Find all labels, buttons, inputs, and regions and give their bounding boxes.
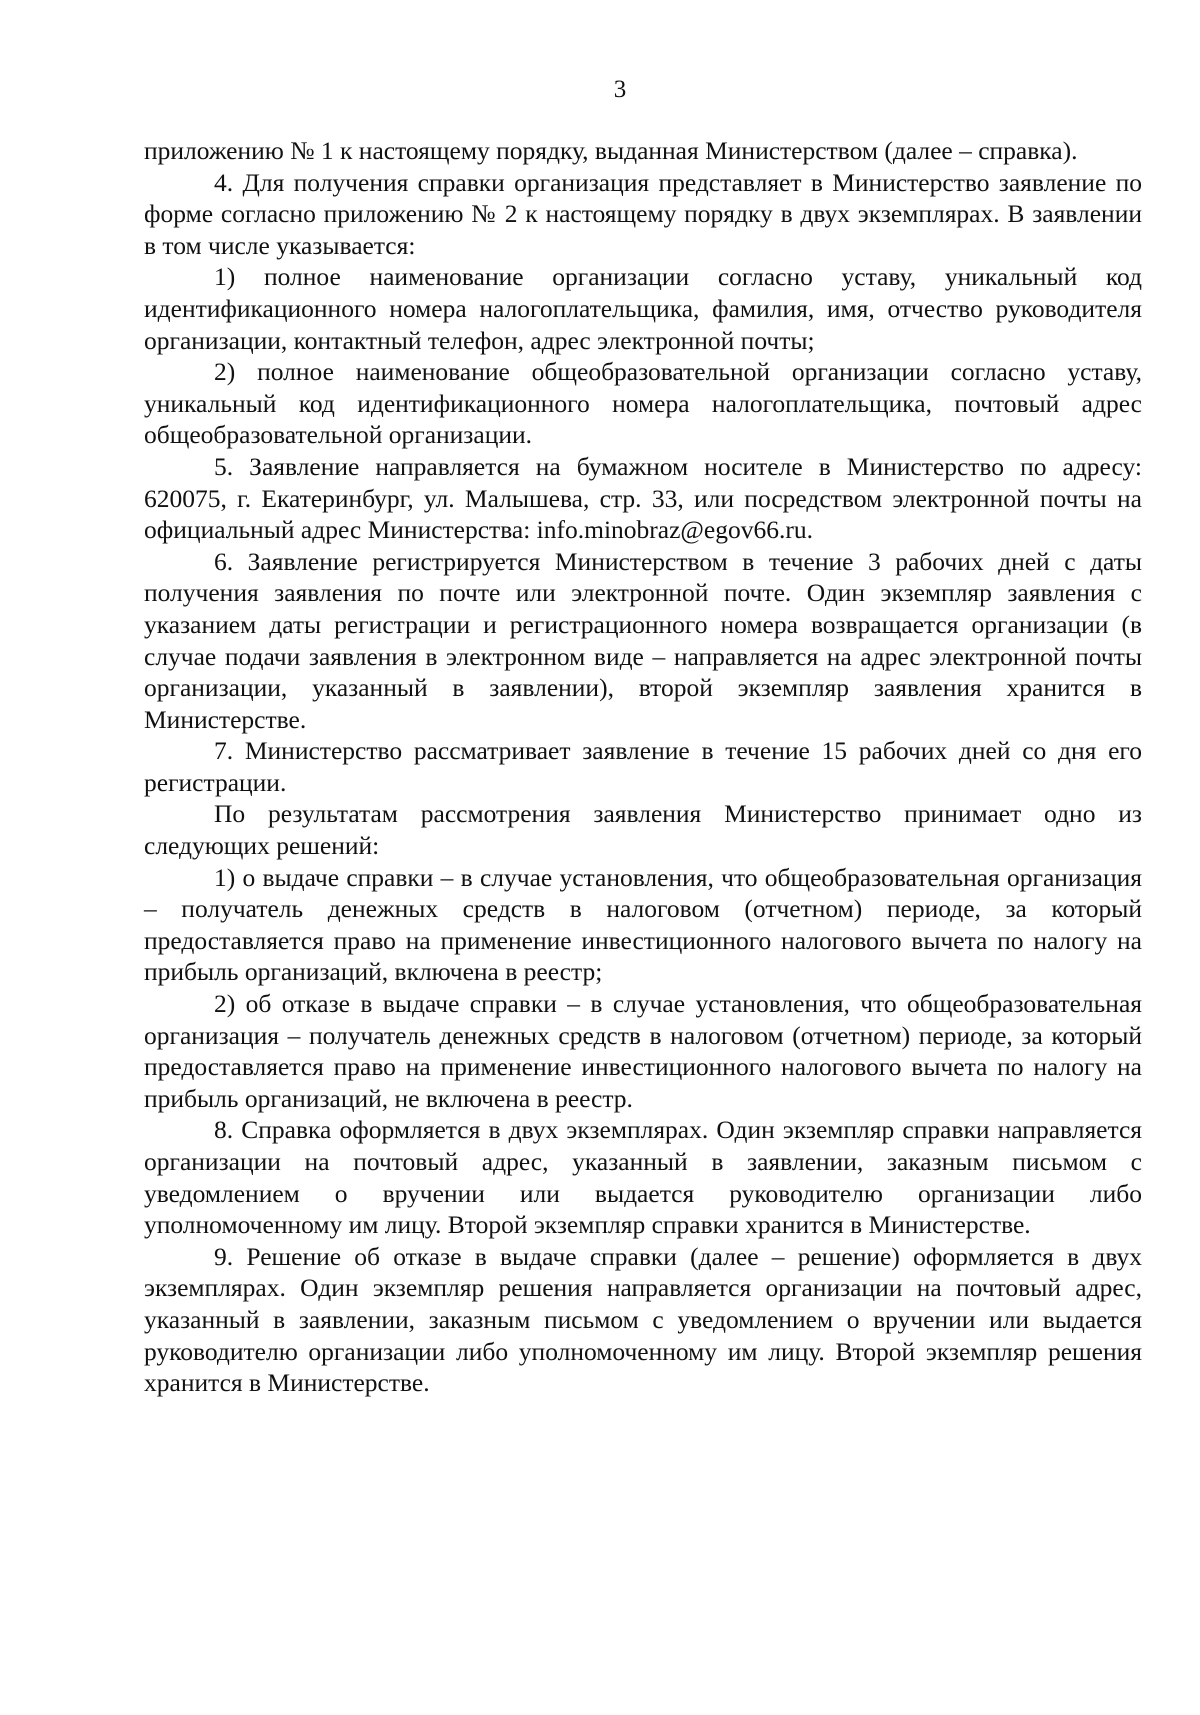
paragraph-item-9: 9. Решение об отказе в выдаче справки (далее – решение) оформляется в двух экземплярах. Один экземпляр решения направляется организации на почтовый адрес, указанный в заявлении, заказным письмом с уведомлением о вручении или выдается руководителю организации либо уполномоченному им лицу. Второй экземпляр решения хранится в Министерстве. xyxy=(144,1241,1142,1398)
paragraph-item-5: 5. Заявление направляется на бумажном носителе в Министерство по адресу: 620075, г. Екатеринбург, ул. Малышева, стр. 33, или посредством электронной почты на официальный адрес Министерства: info.minobraz@egov66.ru. xyxy=(144,451,1142,545)
paragraph-item-7: 7. Министерство рассматривает заявление в течение 15 рабочих дней со дня его регистрации. xyxy=(144,736,1142,797)
paragraph-item-4: 4. Для получения справки организация представляет в Министерство заявление по форме согласно приложению № 2 к настоящему порядку в двух экземплярах. В заявлении в том числе указывается: xyxy=(144,167,1142,260)
document-body xyxy=(144,135,1142,1399)
paragraph-continuation: приложению № 1 к настоящему порядку, выданная Министерством (далее – справка). xyxy=(144,136,1078,165)
paragraph-decision-1: 1) о выдаче справки – в случае установления, что общеобразовательная организация – получатель денежных средств в налоговом (отчетном) периоде, за который предоставляется право на применение инвестиционного налогового вычета по налогу на прибыль организаций, включена в реестр; xyxy=(144,862,1142,987)
paragraph-decision-2: 2) об отказе в выдаче справки – в случае установления, что общеобразовательная организация – получатель денежных средств в налоговом (отчетном) периоде, за который предоставляется право на применение инвестиционного налогового вычета по налогу на прибыль организаций, не включена в реестр. xyxy=(144,989,1142,1113)
paragraph-item-6: 6. Заявление регистрируется Министерством в течение 3 рабочих дней с даты получения заявления по почте или электронной почте. Один экземпляр заявления с указанием даты регистрации и регистрационного номера возвращается организации (в случае подачи заявления в электронном виде – направляется на адрес электронной почты организации, указанный в заявлении), второй экземпляр заявления хранится в Министерстве. xyxy=(144,546,1142,734)
paragraph-decisions-intro: По результатам рассмотрения заявления Министерство принимает одно из следующих решений: xyxy=(144,799,1142,861)
paragraph-subitem-4-2: 2) полное наименование общеобразовательной организации согласно уставу, уникальный код идентификационного номера налогоплательщика, почтовый адрес общеобразовательной организации. xyxy=(144,357,1142,450)
page-number: 3 xyxy=(613,76,627,103)
paragraph-subitem-4-1: 1) полное наименование организации согласно уставу, уникальный код идентификационного номера налогоплательщика, фамилия, имя, отчество руководителя организации, контактный телефон, адрес электронной почты; xyxy=(144,262,1142,355)
paragraph-item-8: 8. Справка оформляется в двух экземплярах. Один экземпляр справки направляется организации на почтовый адрес, указанный в заявлении, заказным письмом с уведомлением о вручении или выдается руководителю организации либо уполномоченному им лицу. Второй экземпляр справки хранится в Министерстве. xyxy=(144,1115,1142,1240)
